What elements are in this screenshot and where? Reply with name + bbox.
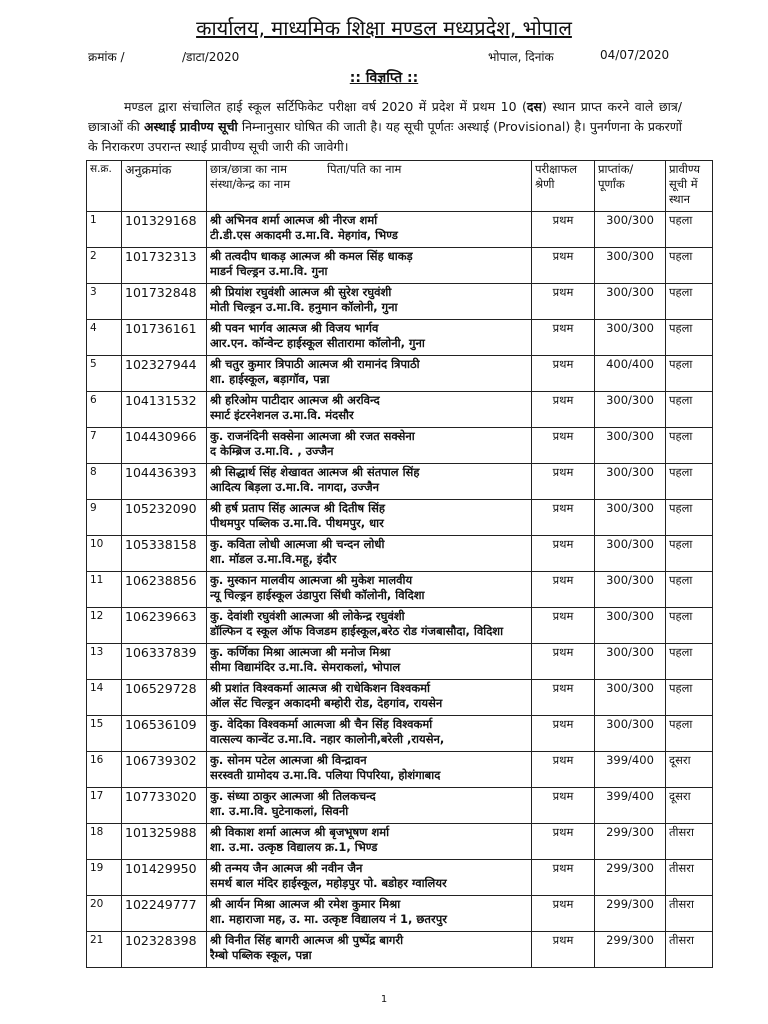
marks-cell: 299/300 [595,896,666,932]
roll-number-cell: 101325988 [122,824,207,860]
table-row [87,356,713,392]
roll-number-cell: 105338158 [122,536,207,572]
notice-bold-provisional-list: अस्थाई प्रावीण्य सूची [143,119,238,134]
student-cell [207,896,532,932]
division-cell: प्रथम [532,284,595,320]
table-row [87,392,713,428]
roll-number-cell: 102327944 [122,356,207,392]
serial-number-cell: 5 [87,356,122,392]
table-row [87,464,713,500]
student-cell [207,608,532,644]
division-cell: प्रथम [532,824,595,860]
table-row [87,896,713,932]
marks-cell: 299/300 [595,860,666,896]
table-row [87,212,713,248]
rank-cell: तीसरा [666,896,713,932]
student-cell [207,644,532,680]
table-row [87,752,713,788]
school-name: शा. हाईस्कूल, बड़ागॉव, पन्ना [210,372,330,386]
marks-cell: 300/300 [595,608,666,644]
roll-number-cell: 106529728 [122,680,207,716]
student-father-name: श्री आर्यन मिश्रा आत्मज श्री रमेश कुमार मिश्रा [210,897,401,911]
notice-text-part2: ) स्थान प्राप्त करने वाले छात्र/ छात्राओं की [88,99,682,134]
marks-cell: 300/300 [595,680,666,716]
school-name: वात्सल्य कान्वेंट उ.मा.वि. नहार कालोनी,बरेली ,रायसेन, [210,732,445,746]
notice-paragraph [88,97,682,157]
school-name: सरस्वती ग्रामोदय उ.मा.वि. पलिया पिपरिया, होशंगाबाद [210,768,441,782]
table-header-row [87,161,713,212]
student-father-name: श्री हरिओम पाटीदार आत्मज श्री अरविन्द [210,393,380,407]
table-row [87,932,713,968]
rank-cell: पहला [666,608,713,644]
rank-cell: पहला [666,572,713,608]
header-roll-number: अनुक्रमांक [122,161,207,212]
school-name: शा. उ.मा. उत्कृष्ठ विद्यालय क्र.1, भिण्ड [210,840,378,854]
rank-cell: पहला [666,644,713,680]
reference-number-label: क्रमांक / [88,50,125,64]
header-student-label: छात्र/छात्रा का नाम [210,162,287,176]
place-date-label: भोपाल, दिनांक [488,50,554,64]
student-father-name: कु. देवांशी रघुवंशी आत्मजा श्री लोकेन्द्र रघुवंशी [210,609,405,623]
student-cell [207,788,532,824]
roll-number-cell: 106536109 [122,716,207,752]
student-father-name: कु. कविता लोधी आत्मजा श्री चन्दन लोधी [210,537,385,551]
division-cell: प्रथम [532,392,595,428]
serial-number-cell: 18 [87,824,122,860]
rank-cell: पहला [666,248,713,284]
division-cell: प्रथम [532,752,595,788]
roll-number-cell: 101329168 [122,212,207,248]
school-name: टी.डी.एस अकादमी उ.मा.वि. मेहगांव, भिण्ड [210,228,398,242]
serial-number-cell: 20 [87,896,122,932]
serial-number-cell: 21 [87,932,122,968]
header-rank: प्रावीण्य सूची में स्थान [666,161,713,212]
marks-cell: 300/300 [595,716,666,752]
rank-cell: दूसरा [666,788,713,824]
school-name: समर्थ बाल मंदिर हाईस्कूल, महोड़पुर पो. बडोहर ग्वालियर [210,876,447,890]
division-cell: प्रथम [532,716,595,752]
student-cell [207,572,532,608]
table-row [87,572,713,608]
school-name: शा. उ.मा.वि. घुटेनाकलां, सिवनी [210,804,349,818]
student-father-name: कु. संध्या ठाकुर आत्मजा श्री तिलकचन्द [210,789,376,803]
rank-cell: पहला [666,680,713,716]
rank-cell: तीसरा [666,824,713,860]
rank-cell: पहला [666,284,713,320]
student-cell [207,320,532,356]
school-name: मोती चिल्ड्रन उ.मा.वि. हनुमान कॉलोनी, गुना [210,300,398,314]
division-cell: प्रथम [532,320,595,356]
serial-number-cell: 9 [87,500,122,536]
table-row [87,248,713,284]
division-cell: प्रथम [532,608,595,644]
roll-number-cell: 107733020 [122,788,207,824]
marks-cell: 300/300 [595,248,666,284]
roll-number-cell: 106337839 [122,644,207,680]
table-row [87,860,713,896]
merit-list-body [87,212,713,968]
marks-cell: 300/300 [595,392,666,428]
student-father-name: श्री तन्मय जैन आत्मज श्री नवीन जैन [210,861,363,875]
page-number: 1 [380,994,388,1005]
marks-cell: 300/300 [595,536,666,572]
division-cell: प्रथम [532,500,595,536]
marks-cell: 399/400 [595,788,666,824]
office-title: कार्यालय, माध्यमिक शिक्षा मण्डल मध्यप्रदेश, भोपाल [196,16,572,40]
student-father-name: कु. कर्णिका मिश्रा आत्मजा श्री मनोज मिश्रा [210,645,391,659]
notice-bold-ten: दस [526,99,543,114]
student-father-name: श्री चतुर कुमार त्रिपाठी आत्मज श्री रामानंद त्रिपाठी [210,357,420,371]
header-marks: प्राप्तांक/ पूर्णांक [595,161,666,212]
division-cell: प्रथम [532,788,595,824]
header-student-name [207,161,532,212]
marks-cell: 300/300 [595,572,666,608]
student-cell [207,284,532,320]
notice-text-part1: मण्डल द्वारा संचालित हाई स्कूल सर्टिफिकेट परीक्षा वर्ष 2020 में प्रदेश में प्रथम 10 ( [124,99,527,114]
school-name: स्मार्ट इंटरनेशनल उ.मा.वि. मंदसौर [210,408,354,422]
division-cell: प्रथम [532,644,595,680]
school-name: ऑल सेंट चिल्ड्रन अकादमी बम्होरी रोड, देहगांव, रायसेन [210,696,443,710]
student-cell [207,356,532,392]
rank-cell: पहला [666,392,713,428]
student-father-name: श्री पवन भार्गव आत्मज श्री विजय भार्गव [210,321,379,335]
table-row [87,680,713,716]
student-father-name: श्री तत्वदीप धाकड़ आत्मज श्री कमल सिंह धाकड़ [210,249,413,263]
serial-number-cell: 11 [87,572,122,608]
student-father-name: कु. मुस्कान मालवीय आत्मजा श्री मुकेश मालवीय [210,573,413,587]
marks-cell: 299/300 [595,932,666,968]
student-father-name: कु. सोनम पटेल आत्मजा श्री विन्द्रावन [210,753,367,767]
serial-number-cell: 10 [87,536,122,572]
school-name: शा. महाराजा मह, उ. मा. उत्कृष्ट विद्यालय नं 1, छतरपुर [210,912,447,926]
student-father-name: श्री सिद्धार्थ सिंह शेखावत आत्मज श्री संतपाल सिंह [210,465,420,479]
serial-number-cell: 1 [87,212,122,248]
marks-cell: 400/400 [595,356,666,392]
division-cell: प्रथम [532,464,595,500]
marks-cell: 399/400 [595,752,666,788]
serial-number-cell: 7 [87,428,122,464]
roll-number-cell: 102328398 [122,932,207,968]
table-row [87,428,713,464]
rank-cell: पहला [666,212,713,248]
roll-number-cell: 106239663 [122,608,207,644]
school-name: शा. मॉडल उ.मा.वि.महू, इंदौर [210,552,337,566]
school-name: पीथमपुर पब्लिक उ.मा.वि. पीथमपुर, धार [210,516,384,530]
rank-cell: पहला [666,428,713,464]
table-row [87,644,713,680]
roll-number-cell: 105232090 [122,500,207,536]
roll-number-cell: 104436393 [122,464,207,500]
issue-date: 04/07/2020 [600,48,670,62]
rank-cell: पहला [666,464,713,500]
student-cell [207,392,532,428]
rank-cell: पहला [666,356,713,392]
table-row [87,824,713,860]
student-cell [207,536,532,572]
rank-cell: दूसरा [666,752,713,788]
header-school-label: संस्था/केन्द्र का नाम [210,177,291,191]
student-cell [207,500,532,536]
student-father-name: श्री विकाश शर्मा आत्मज श्री बृजभूषण शर्मा [210,825,390,839]
student-father-name: श्री विनीत सिंह बागरी आत्मज श्री पुष्पेंद्र बागरी [210,933,404,947]
division-cell: प्रथम [532,356,595,392]
serial-number-cell: 16 [87,752,122,788]
roll-number-cell: 104131532 [122,392,207,428]
student-father-name: श्री अभिनव शर्मा आत्मज श्री नीरज शर्मा [210,213,378,227]
serial-number-cell: 8 [87,464,122,500]
rank-cell: तीसरा [666,860,713,896]
school-name: न्यू चिल्ड्रन हाईस्कूल उंडापुरा सिंधी कॉलोनी, विदिशा [210,588,425,602]
marks-cell: 300/300 [595,428,666,464]
reference-data-year: /डाटा/2020 [182,50,240,64]
table-row [87,284,713,320]
division-cell: प्रथम [532,212,595,248]
student-father-name: श्री हर्ष प्रताप सिंह आत्मज श्री दितीष सिंह [210,501,386,515]
table-row [87,608,713,644]
notice-heading: :: विज्ञप्ति :: [349,70,419,86]
marks-cell: 300/300 [595,464,666,500]
division-cell: प्रथम [532,680,595,716]
marks-cell: 300/300 [595,212,666,248]
roll-number-cell: 106238856 [122,572,207,608]
rank-cell: पहला [666,320,713,356]
student-cell [207,248,532,284]
roll-number-cell: 101736161 [122,320,207,356]
serial-number-cell: 12 [87,608,122,644]
division-cell: प्रथम [532,860,595,896]
roll-number-cell: 101429950 [122,860,207,896]
serial-number-cell: 4 [87,320,122,356]
serial-number-cell: 15 [87,716,122,752]
roll-number-cell: 102249777 [122,896,207,932]
merit-list-table [86,160,713,968]
student-cell [207,824,532,860]
division-cell: प्रथम [532,572,595,608]
serial-number-cell: 2 [87,248,122,284]
student-father-name: श्री प्रियांश रघुवंशी आत्मज श्री सुरेश रघुवंशी [210,285,392,299]
table-row [87,536,713,572]
student-cell [207,680,532,716]
student-father-name: कु. राजनंदिनी सक्सेना आत्मजा श्री रजत सक्सेना [210,429,415,443]
rank-cell: पहला [666,536,713,572]
roll-number-cell: 104430966 [122,428,207,464]
school-name: सीमा विद्यामंदिर उ.मा.वि. सेमराकलां, भोपाल [210,660,401,674]
student-cell [207,716,532,752]
student-cell [207,932,532,968]
serial-number-cell: 19 [87,860,122,896]
student-cell [207,428,532,464]
header-division: परीक्षाफल श्रेणी [532,161,595,212]
school-name: रैम्बो पब्लिक स्कूल, पन्ना [210,948,312,962]
marks-cell: 300/300 [595,644,666,680]
student-cell [207,860,532,896]
division-cell: प्रथम [532,428,595,464]
student-father-name: श्री प्रशांत विश्वकर्मा आत्मज श्री राधेकिशन विश्वकर्मा [210,681,431,695]
division-cell: प्रथम [532,896,595,932]
division-cell: प्रथम [532,248,595,284]
table-row [87,788,713,824]
roll-number-cell: 101732313 [122,248,207,284]
serial-number-cell: 17 [87,788,122,824]
marks-cell: 299/300 [595,824,666,860]
marks-cell: 300/300 [595,500,666,536]
serial-number-cell: 13 [87,644,122,680]
student-cell [207,464,532,500]
rank-cell: तीसरा [666,932,713,968]
rank-cell: पहला [666,500,713,536]
division-cell: प्रथम [532,932,595,968]
serial-number-cell: 14 [87,680,122,716]
table-row [87,716,713,752]
school-name: आदित्य बिड़ला उ.मा.वि. नागदा, उज्जैन [210,480,380,494]
roll-number-cell: 101732848 [122,284,207,320]
school-name: आर.एन. कॉन्वेन्ट हाईस्कूल सीतारामा कॉलोनी, गुना [210,336,425,350]
roll-number-cell: 106739302 [122,752,207,788]
serial-number-cell: 6 [87,392,122,428]
school-name: माडर्न चिल्ड्रन उ.मा.वि. गुना [210,264,328,278]
reference-row [88,48,698,68]
school-name: द केम्ब्रिज उ.मा.वि. , उज्जैन [210,444,334,458]
marks-cell: 300/300 [595,320,666,356]
table-row [87,320,713,356]
notice-text-part3: निम्नानुसार घोषित की जाती है। यह सूची पूर्णतः अस्थाई (Provisional) है। पुनर्गणना के प्रकरणों के निराकरण उपरान्त स्थाई प्रावीण्य सूची जारी की जावेगी। [88,119,682,154]
division-cell: प्रथम [532,536,595,572]
rank-cell: पहला [666,716,713,752]
student-cell [207,212,532,248]
student-cell [207,752,532,788]
marks-cell: 300/300 [595,284,666,320]
table-row [87,500,713,536]
school-name: डॉल्फिन द स्कूल ऑफ विजडम हाईस्कूल,बरेठ रोड गंजबासौदा, विदिशा [210,624,504,638]
header-serial-number: स.क्र. [87,161,122,212]
student-father-name: कु. वेदिका विश्वकर्मा आत्मजा श्री चैन सिंह विश्वकर्मा [210,717,433,731]
header-father-label: पिता/पति का नाम [327,162,402,176]
serial-number-cell: 3 [87,284,122,320]
